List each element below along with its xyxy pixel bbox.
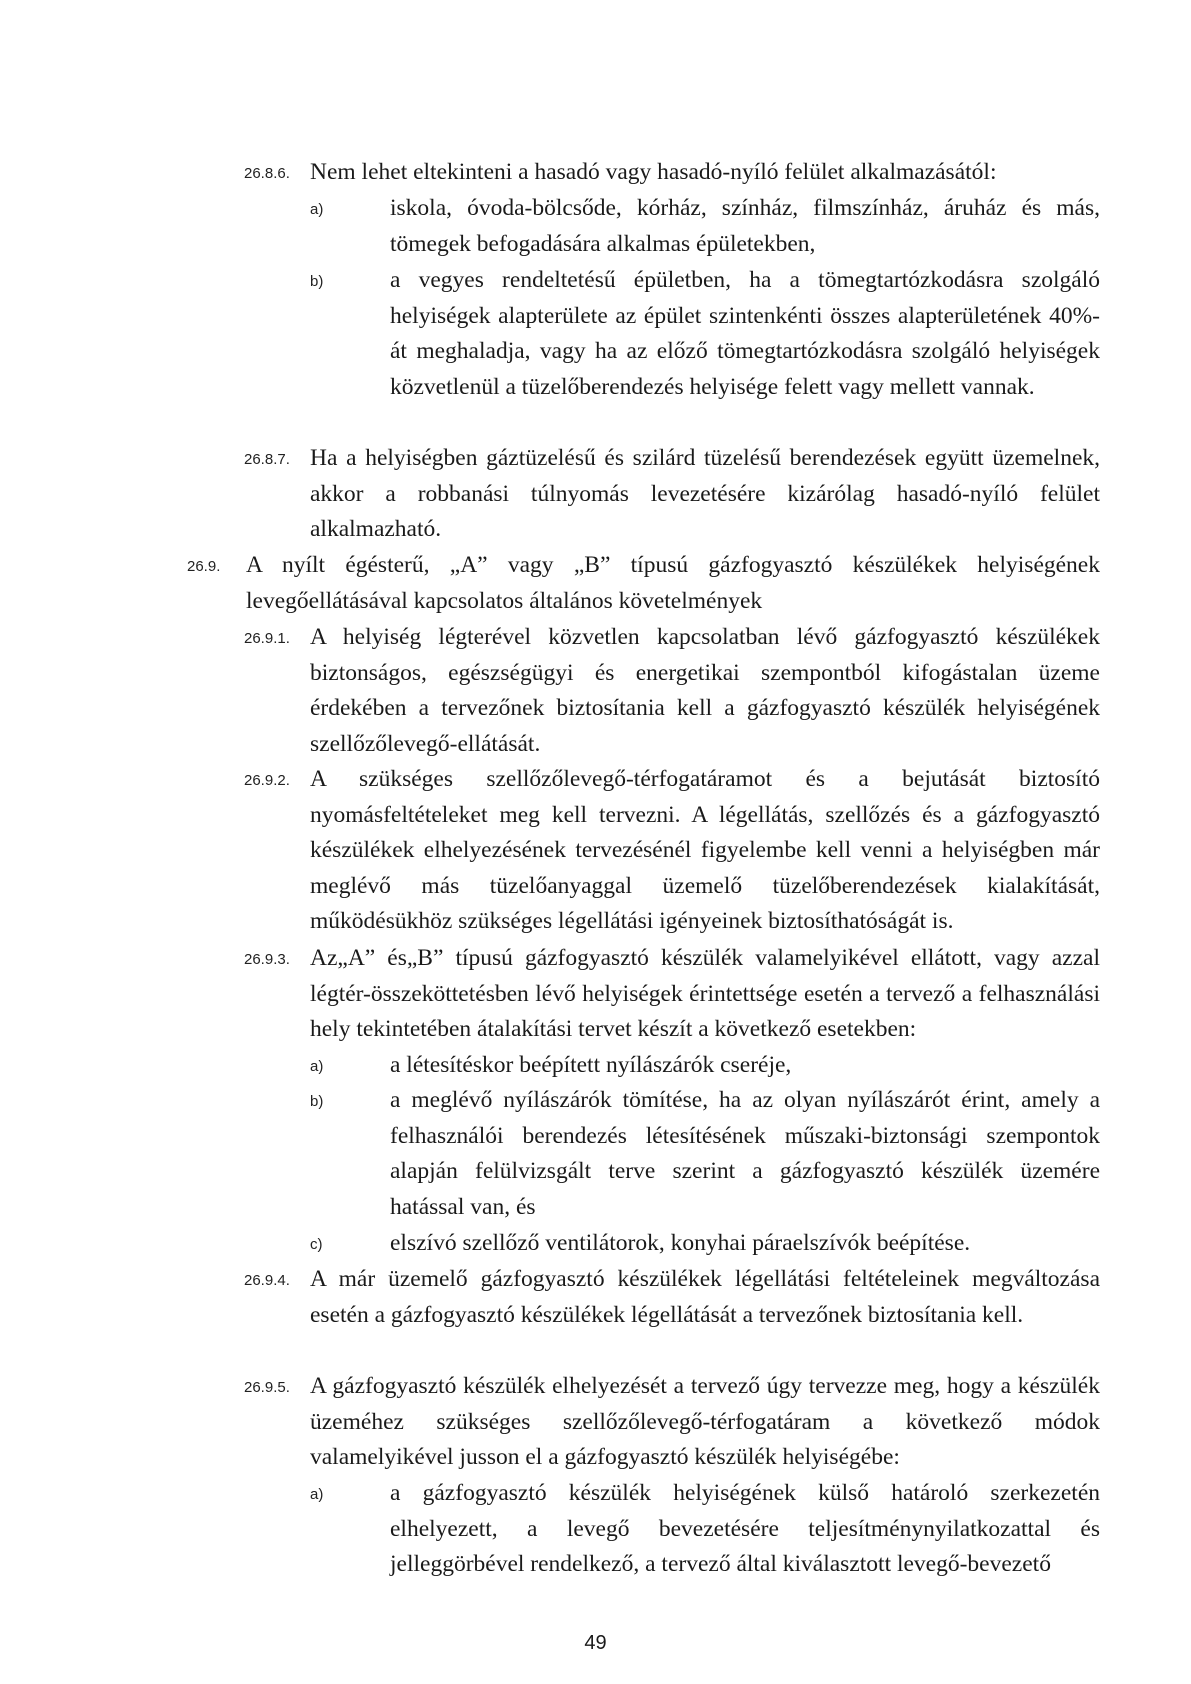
list-item-text: a vegyes rendeltetésű épületben, ha a tömegtartózkodásra szolgáló helyiségek alapterülete az épület szintenkénti összes alapterületének 40%-át meghaladja, vagy ha az előző tömegtartózkodásra szolgáló helyiségek közvetlenül a tüzelőberendezés helyisége felett vagy mellett vannak. (390, 267, 1100, 400)
clause-text: Az„A” és„B” típusú gázfogyasztó készülék valamelyikével ellátott, vagy azzal légtér-összeköttetésben lévő helyiségek érintettsége esetén a tervező a felhasználási hely tekintetében átalakítási tervet készít a következő esetekben: (310, 945, 1100, 1043)
list-item-text: iskola, óvoda-bölcsőde, kórház, színház, filmszínház, áruház és más, tömegek befogadására alkalmas épületekben, (390, 195, 1100, 257)
clause-number: 26.9.5. (244, 1379, 290, 1396)
clause-text: A már üzemelő gázfogyasztó készülékek légellátási feltételeinek megváltozása esetén a gázfogyasztó készülékek légellátását a tervezőnek biztosítania kell. (310, 1266, 1100, 1328)
clause-number: 26.8.7. (244, 451, 290, 468)
list-marker: b) (310, 273, 324, 290)
clause-text: A helyiség légterével közvetlen kapcsolatban lévő gázfogyasztó készülékek biztonságos, egészségügyi és energetikai szempontból kifogástalan üzeme érdekében a tervezőnek biztosítania kell a gázfogyasztó készülék helyiségének szellőzőlevegő-ellátását. (310, 624, 1100, 757)
clause-text: Ha a helyiségben gáztüzelésű és szilárd tüzelésű berendezések együtt üzemelnek, akkor a robbanási túlnyomás levezetésére kizárólag hasadó-nyíló felület alkalmazható. (310, 445, 1100, 543)
list-marker: a) (310, 1058, 324, 1075)
clause-number: 26.9.3. (244, 951, 290, 968)
clause-text: A gázfogyasztó készülék elhelyezését a tervező úgy tervezze meg, hogy a készülék üzeméhez szükséges szellőzőlevegő-térfogatáram a következő módok valamelyikével jusson el a gázfogyasztó készülék helyiségébe: (310, 1373, 1100, 1471)
clause-number: 26.9.4. (244, 1272, 290, 1289)
list-item-text: a meglévő nyílászárók tömítése, ha az olyan nyílászárót érint, amely a felhasználói berendezés létesítésének műszaki-biztonsági szempontok alapján felülvizsgált terve szerint a gázfogyasztó készülék üzemére hatással van, és (390, 1087, 1100, 1220)
list-marker: c) (310, 1236, 323, 1253)
page-number: 49 (584, 1632, 607, 1654)
list-item-text: elszívó szellőző ventilátorok, konyhai páraelszívók beépítése. (390, 1230, 971, 1256)
list-item-text: a létesítéskor beépített nyílászárók cseréje, (390, 1052, 792, 1078)
list-marker: a) (310, 1486, 324, 1503)
section-title: A nyílt égésterű, „A” vagy „B” típusú gázfogyasztó készülékek helyiségének levegőellátásával kapcsolatos általános követelmények (246, 552, 1100, 614)
clause-number: 26.9.2. (244, 772, 290, 789)
clause-number: 26.9.1. (244, 630, 290, 647)
list-marker: a) (310, 201, 324, 218)
section-number: 26.9. (187, 558, 221, 575)
clause-text: A szükséges szellőzőlevegő-térfogatáramot és a bejutását biztosító nyomásfeltételeket meg kell tervezni. A légellátás, szellőzés és a gázfogyasztó készülékek elhelyezésének tervezésénél figyelembe kell venni a helyiségben már meglévő más tüzelőanyaggal üzemelő tüzelőberendezések kialakítását, működésükhöz szükséges légellátási igényeinek biztosíthatóságát is. (310, 766, 1100, 935)
list-item-text: a gázfogyasztó készülék helyiségének külső határoló szerkezetén elhelyezett, a levegő bevezetésére teljesítménynyilatkozattal és jelleggörbével rendelkező, a tervező által kiválasztott levegő-bevezető (390, 1480, 1100, 1578)
clause-text: Nem lehet eltekinteni a hasadó vagy hasadó-nyíló felület alkalmazásától: (310, 159, 997, 185)
list-marker: b) (310, 1093, 324, 1110)
clause-number: 26.8.6. (244, 165, 290, 182)
